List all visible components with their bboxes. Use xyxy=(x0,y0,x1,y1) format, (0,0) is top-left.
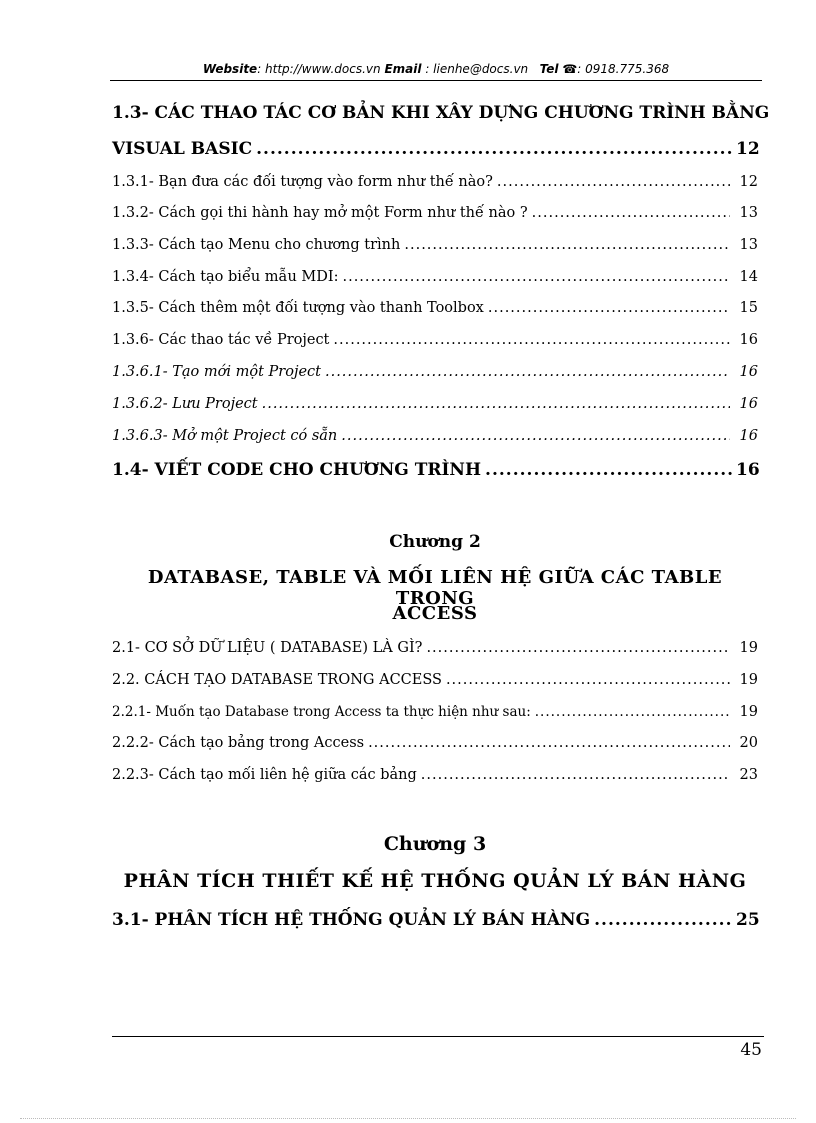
toc-entry-title: 1.3.6- Các thao tác về Project xyxy=(112,332,330,348)
toc-entry-title: 2.2.3- Cách tạo mối liên hệ giữa các bảng xyxy=(112,767,417,783)
toc-heading-1-3-line1: 1.3- CÁC THAO TÁC CƠ BẢN KHI XÂY DỰNG CHƯƠNG TRÌNH BẰNG xyxy=(112,103,770,123)
toc-entry[interactable] xyxy=(112,735,758,751)
toc-entry-title: 1.3.1- Bạn đưa các đối tượng vào form như thế nào? xyxy=(112,174,493,190)
email-label: Email xyxy=(384,62,422,76)
tel-label: Tel xyxy=(539,62,559,76)
toc-entry[interactable] xyxy=(112,269,758,285)
email-value: : lienhe@docs.vn xyxy=(421,62,529,76)
toc-leader-dots xyxy=(262,396,730,412)
toc-entry-title: 1.3.2- Cách gọi thi hành hay mở một Form như thế nào ? xyxy=(112,205,528,221)
toc-entry[interactable] xyxy=(112,704,758,720)
toc-page-number: 19 xyxy=(739,640,758,656)
toc-entry-title: 1.3.6.2- Lưu Project xyxy=(112,396,258,412)
toc-page-number: 14 xyxy=(739,269,758,285)
header-divider xyxy=(110,80,762,81)
toc-entry-title: 1.3.4- Cách tạo biểu mẫu MDI: xyxy=(112,269,339,285)
toc-heading-3-1[interactable] xyxy=(112,910,758,930)
toc-entry-title: 2.2.2- Cách tạo bảng trong Access xyxy=(112,735,365,751)
toc-leader-dots xyxy=(368,735,730,751)
toc-entry[interactable] xyxy=(112,237,758,253)
toc-leader-dots xyxy=(485,460,732,480)
chapter-2-title-line2: ACCESS xyxy=(392,603,478,624)
toc-entry[interactable] xyxy=(112,205,758,221)
toc-entry-title: 1.3.3- Cách tạo Menu cho chương trình xyxy=(112,237,401,253)
chapter-3-label: Chương 3 xyxy=(383,833,487,855)
toc-leader-dots xyxy=(325,364,730,380)
toc-page-number: 19 xyxy=(739,672,758,688)
toc-page-number: 16 xyxy=(739,396,758,412)
toc-page-number: 25 xyxy=(736,910,760,930)
page-header xyxy=(110,62,762,76)
toc-leader-dots xyxy=(497,174,730,190)
toc-entry-title: 2.2.1- Muốn tạo Database trong Access ta thực hiện như sau: xyxy=(112,704,531,720)
chapter-2-title-line1: DATABASE, TABLE VÀ MỐI LIÊN HỆ GIỮA CÁC TABLE TRONG xyxy=(147,567,723,609)
website-label: Website xyxy=(202,62,258,76)
toc-heading-1-4[interactable] xyxy=(112,460,758,480)
toc-page-number: 16 xyxy=(739,332,758,348)
toc-leader-dots xyxy=(342,269,730,285)
toc-entry-title: 1.3.6.1- Tạo mới một Project xyxy=(112,364,321,380)
toc-leader-dots xyxy=(404,237,730,253)
toc-page-number: 13 xyxy=(739,237,758,253)
toc-entry[interactable] xyxy=(112,174,758,190)
toc-entry-title: 2.2. CÁCH TẠO DATABASE TRONG ACCESS xyxy=(112,672,442,688)
toc-page-number: 12 xyxy=(739,174,758,190)
toc-entry[interactable] xyxy=(112,396,758,412)
toc-entry[interactable] xyxy=(112,767,758,783)
toc-entry[interactable] xyxy=(112,364,758,380)
toc-page-number: 16 xyxy=(736,460,760,480)
website-value: : http://www.docs.vn xyxy=(257,62,381,76)
toc-leader-dots xyxy=(421,767,730,783)
tel-value: : 0918.775.368 xyxy=(577,62,670,76)
toc-heading-title: 3.1- PHÂN TÍCH HỆ THỐNG QUẢN LÝ BÁN HÀNG xyxy=(112,910,591,930)
toc-leader-dots xyxy=(535,704,730,720)
toc-entry[interactable] xyxy=(112,672,758,688)
bottom-dotted-border xyxy=(20,1118,796,1119)
toc-page-number: 23 xyxy=(739,767,758,783)
footer-divider xyxy=(112,1036,764,1037)
toc-page-number: 16 xyxy=(739,364,758,380)
toc-leader-dots xyxy=(426,640,730,656)
toc-leader-dots xyxy=(594,910,732,930)
toc-page-number: 20 xyxy=(739,735,758,751)
toc-heading-title: VISUAL BASIC xyxy=(112,139,253,159)
toc-entry[interactable] xyxy=(112,428,758,444)
chapter-3-title: PHÂN TÍCH THIẾT KẾ HỆ THỐNG QUẢN LÝ BÁN HÀNG xyxy=(123,870,747,892)
toc-entry-title: 1.3.5- Cách thêm một đối tượng vào thanh Toolbox xyxy=(112,300,484,316)
toc-leader-dots xyxy=(341,428,730,444)
toc-leader-dots xyxy=(532,205,730,221)
toc-leader-dots xyxy=(333,332,730,348)
toc-leader-dots xyxy=(446,672,730,688)
toc-heading-title: 1.4- VIẾT CODE CHO CHƯƠNG TRÌNH xyxy=(112,460,482,480)
chapter-2-label: Chương 2 xyxy=(389,532,481,552)
toc-heading-1-3-line2 xyxy=(112,139,758,159)
toc-entry[interactable] xyxy=(112,332,758,348)
toc-leader-dots xyxy=(488,300,730,316)
toc-page-number: 12 xyxy=(736,139,760,159)
toc-entry[interactable] xyxy=(112,640,758,656)
toc-entry[interactable] xyxy=(112,300,758,316)
toc-page-number: 13 xyxy=(739,205,758,221)
toc-page-number: 19 xyxy=(739,704,758,720)
toc-leader-dots xyxy=(256,139,732,159)
phone-icon: ☎ xyxy=(562,62,578,76)
page-number: 45 xyxy=(740,1040,762,1060)
toc-entry-title: 1.3.6.3- Mở một Project có sẵn xyxy=(112,428,338,444)
toc-page-number: 16 xyxy=(739,428,758,444)
toc-page-number: 15 xyxy=(739,300,758,316)
toc-entry-title: 2.1- CƠ SỞ DỮ LIỆU ( DATABASE) LÀ GÌ? xyxy=(112,640,423,656)
